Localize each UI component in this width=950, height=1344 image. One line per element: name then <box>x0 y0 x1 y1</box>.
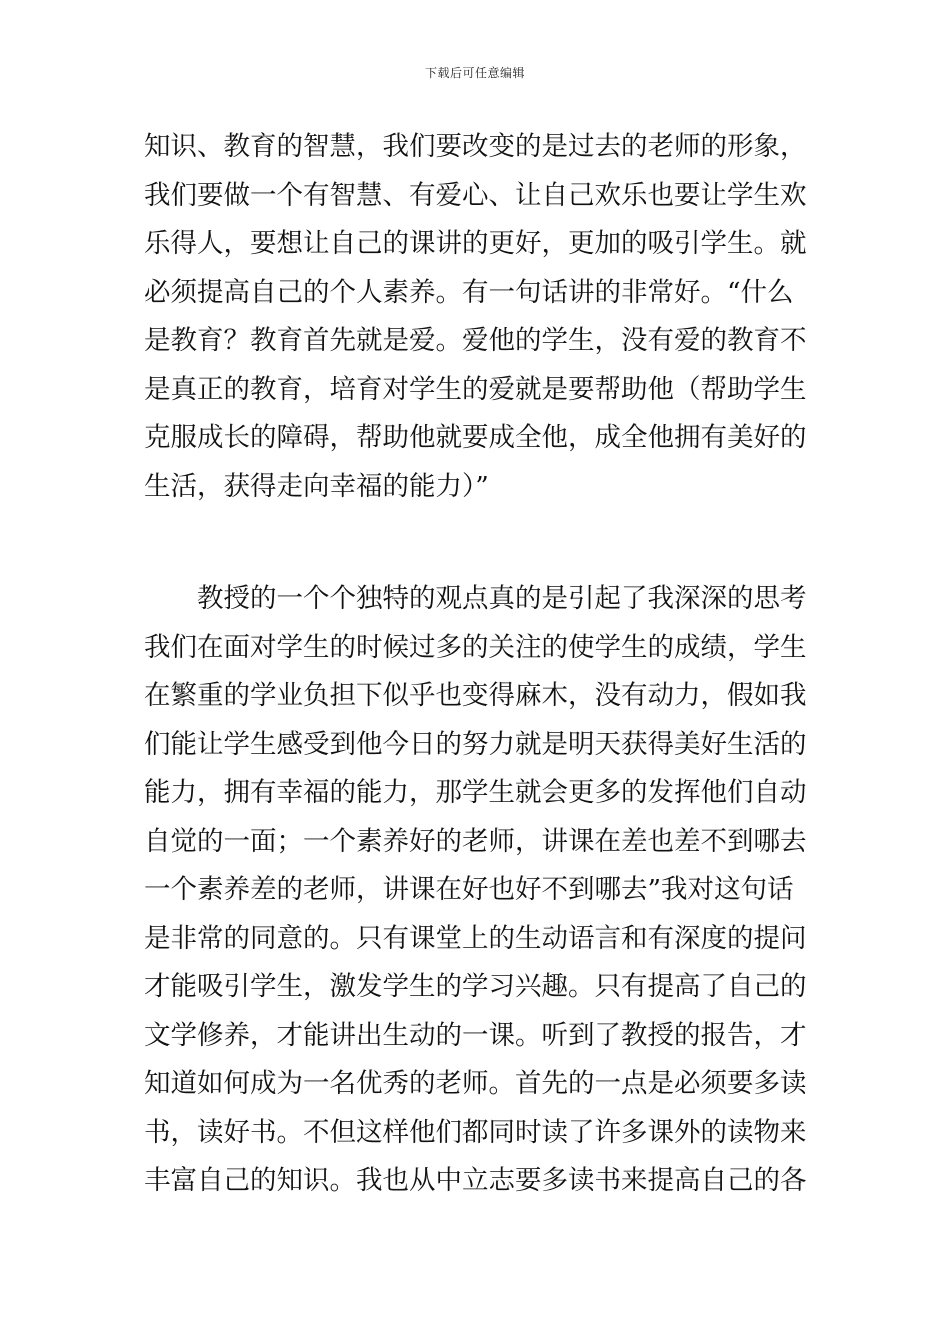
text-line: 是非常的同意的。只有课堂上的生动语言和有深度的提问 <box>144 922 807 954</box>
text-line: 教授的一个个独特的观点真的是引起了我深深的思考 <box>144 583 807 614</box>
text-line: 丰富自己的知识。我也从中立志要多读书来提高自己的各 <box>144 1165 807 1196</box>
text-line: 我们在面对学生的时候过多的关注的使学生的成绩，学生 <box>144 631 807 663</box>
text-line: 们能让学生感受到他今日的努力就是明天获得美好生活的 <box>144 728 807 760</box>
text-line: 在繁重的学业负担下似乎也变得麻木，没有动力，假如我 <box>144 680 807 711</box>
text-line: 一个素养差的老师，讲课在好也好不到哪去”我对这句话 <box>144 874 794 905</box>
paragraph-1 <box>144 123 824 511</box>
text-line: 文学修养，才能讲出生动的一课。听到了教授的报告，才 <box>144 1019 807 1051</box>
text-line: 我们要做一个有智慧、有爱心、让自己欢乐也要让学生欢 <box>144 179 807 211</box>
text-line: 才能吸引学生，激发学生的学习兴趣。只有提高了自己的 <box>144 971 807 1002</box>
text-line: 知道如何成为一名优秀的老师。首先的一点是必须要多读 <box>144 1068 807 1099</box>
paragraph-2 <box>144 575 824 1206</box>
text-line: 自觉的一面；一个素养好的老师，讲课在差也差不到哪去 <box>144 825 807 857</box>
text-line: 是教育？教育首先就是爱。爱他的学生，没有爱的教育不 <box>144 325 807 356</box>
page-header: 下载后可任意编辑 <box>424 66 525 80</box>
text-line: 生活，获得走向幸福的能力）” <box>144 470 489 502</box>
text-line: 知识、教育的智慧，我们要改变的是过去的老师的形象， <box>144 131 807 162</box>
text-line: 必须提高自己的个人素养。有一句话讲的非常好。“什么 <box>144 276 794 308</box>
text-line: 克服成长的障碍，帮助他就要成全他，成全他拥有美好的 <box>144 422 807 453</box>
text-line: 是真正的教育，培育对学生的爱就是要帮助他（帮助学生 <box>144 373 807 405</box>
text-line: 书，读好书。不但这样他们都同时读了许多课外的读物来 <box>144 1116 807 1148</box>
text-line: 能力，拥有幸福的能力，那学生就会更多的发挥他们自动 <box>144 777 807 808</box>
text-line: 乐得人，要想让自己的课讲的更好，更加的吸引学生。就 <box>144 228 807 259</box>
